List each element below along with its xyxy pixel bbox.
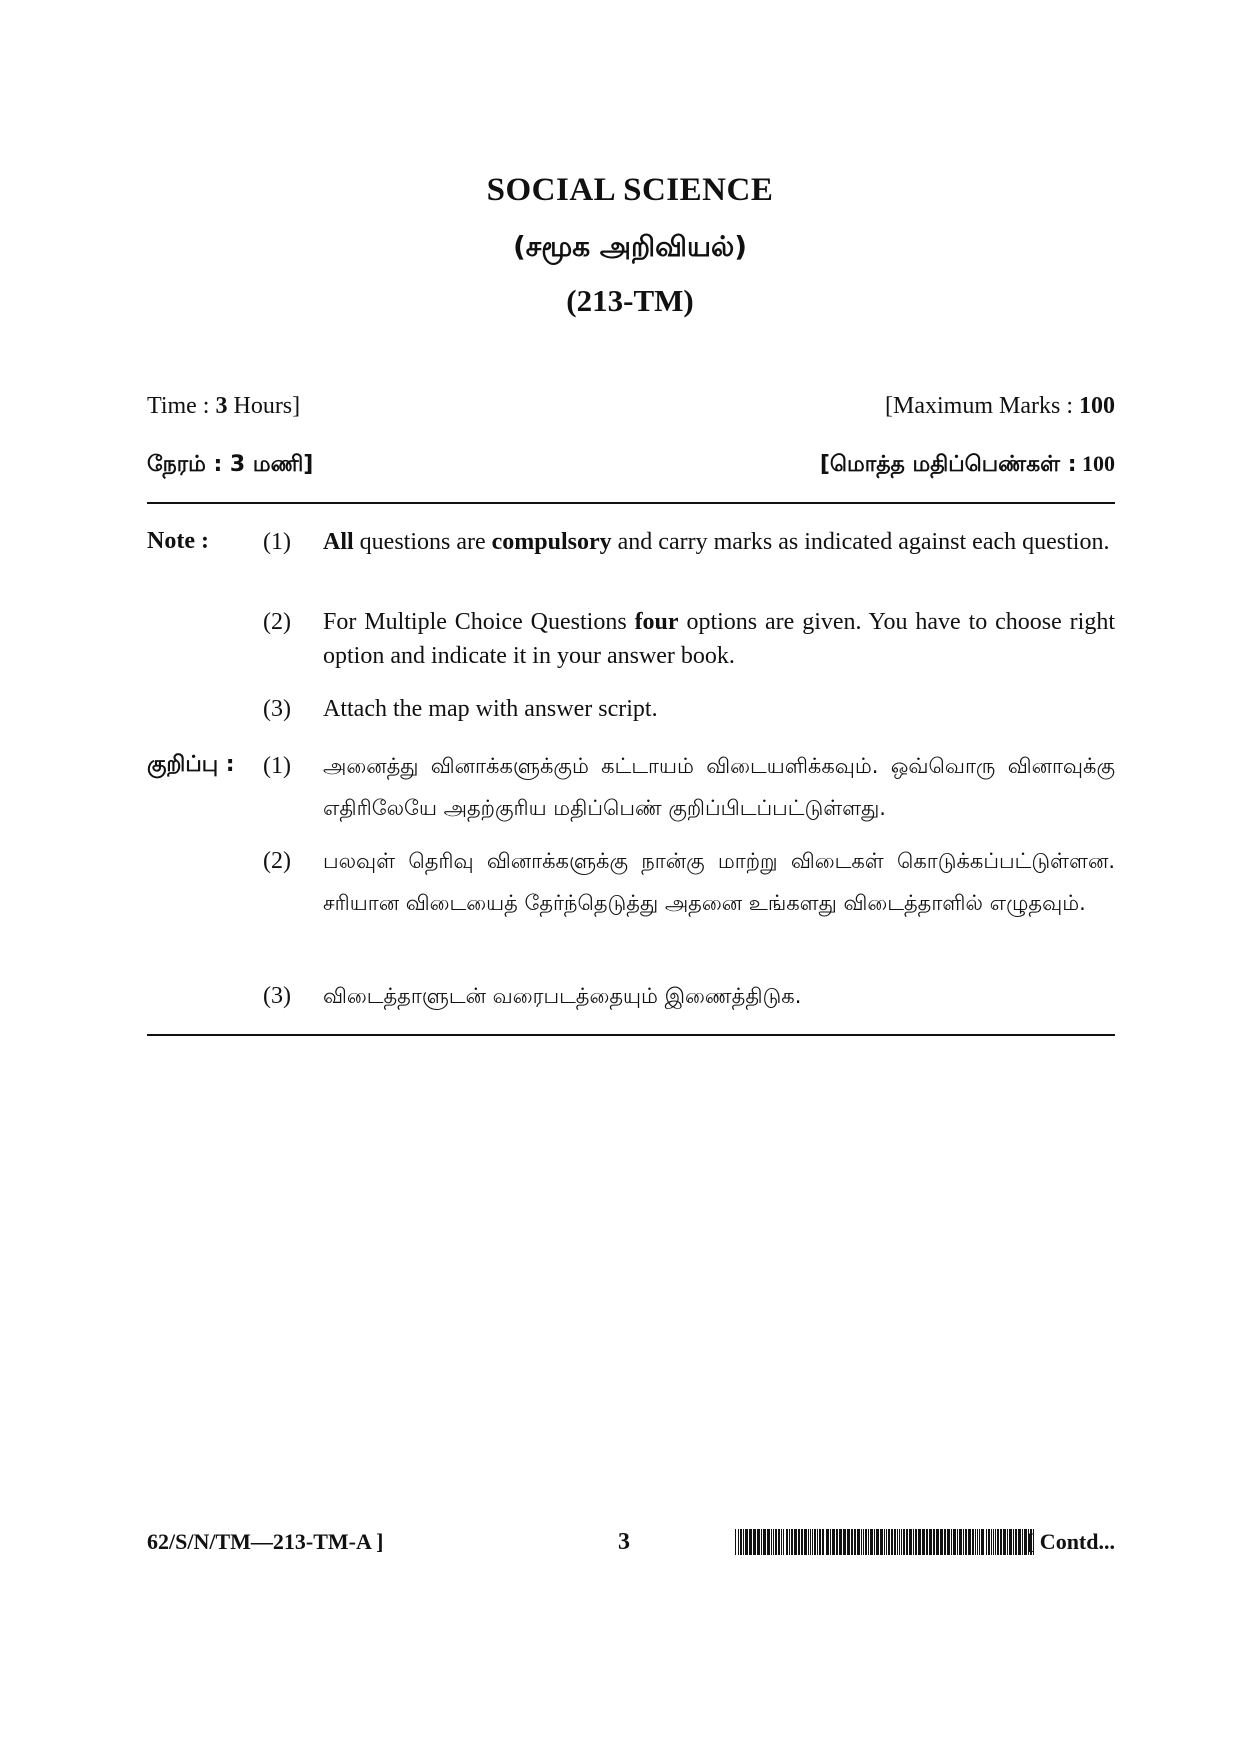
note-item-text: For Multiple Choice Questions four options are given. You have to choose right option and indicate it in your answer book. bbox=[323, 609, 1115, 669]
note-item-text: Attach the map with answer script. bbox=[323, 696, 658, 722]
time-unit: Hours] bbox=[233, 393, 301, 419]
note-item bbox=[263, 605, 1115, 673]
subject-title-tamil: (சமூக அறிவியல்) bbox=[512, 230, 748, 263]
note-item-text: All questions are compulsory and carry marks as indicated against each question. bbox=[323, 529, 1110, 555]
time-info-tamil: நேரம் : 3 மணி] bbox=[147, 452, 314, 477]
time-info bbox=[147, 393, 300, 420]
note-item bbox=[263, 525, 1115, 559]
note-label: Note : bbox=[147, 528, 209, 554]
note-item-number: (3) bbox=[263, 696, 291, 722]
max-marks-tamil bbox=[820, 451, 1115, 480]
divider-bottom bbox=[147, 1034, 1115, 1036]
note-item-tamil bbox=[263, 745, 1115, 829]
divider-top bbox=[147, 502, 1115, 504]
page-footer bbox=[147, 1525, 1115, 1561]
time-value: 3 bbox=[215, 393, 228, 419]
note-item-number: (2) bbox=[263, 609, 291, 635]
note-item-tamil bbox=[263, 975, 1115, 1017]
note-item-number: (3) bbox=[263, 983, 291, 1009]
max-marks-value: 100 bbox=[1079, 393, 1115, 419]
paper-code: 62/S/N/TM—213-TM-A ] bbox=[147, 1529, 384, 1554]
max-marks-label-tamil: [மொத்த மதிப்பெண்கள் : bbox=[819, 452, 1077, 477]
max-marks-label: [Maximum Marks : bbox=[885, 393, 1073, 419]
note-item-text: விடைத்தாளுடன் வரைபடத்தையும் இணைத்திடுக. bbox=[323, 984, 802, 1008]
max-marks-value-tamil: 100 bbox=[1082, 451, 1115, 476]
note-item-number: (1) bbox=[263, 529, 291, 555]
note-item-text: அனைத்து வினாக்களுக்கும் கட்டாயம் விடையளிக்கவும். ஒவ்வொரு வினாவுக்கு எதிரிலேயே அதற்குரிய மதிப்பெண் குறிப்பிடப்பட்டுள்ளது. bbox=[323, 754, 1115, 820]
note-item-tamil bbox=[263, 840, 1115, 924]
max-marks bbox=[885, 393, 1115, 420]
time-label: Time : bbox=[147, 393, 210, 419]
note-item-text: பலவுள் தெரிவு வினாக்களுக்கு நான்கு மாற்று விடைகள் கொடுக்கப்பட்டுள்ளன. சரியான விடையைத் தேர்ந்தெடுத்து அதனை உங்களது விடைத்தாளில் எழுதவும். bbox=[323, 849, 1115, 915]
note-label-tamil: குறிப்பு : bbox=[147, 752, 235, 777]
time-row-tamil bbox=[147, 451, 1115, 480]
page-number: 3 bbox=[618, 1529, 630, 1555]
continued-label: [ Contd... bbox=[1026, 1529, 1115, 1554]
note-item-number: (2) bbox=[263, 848, 291, 874]
subject-title: SOCIAL SCIENCE bbox=[486, 172, 774, 208]
subject-code: (213-TM) bbox=[566, 283, 694, 318]
note-item bbox=[263, 692, 1115, 726]
note-item-number: (1) bbox=[263, 753, 291, 779]
barcode-icon bbox=[735, 1529, 1035, 1555]
time-row bbox=[147, 393, 1115, 420]
